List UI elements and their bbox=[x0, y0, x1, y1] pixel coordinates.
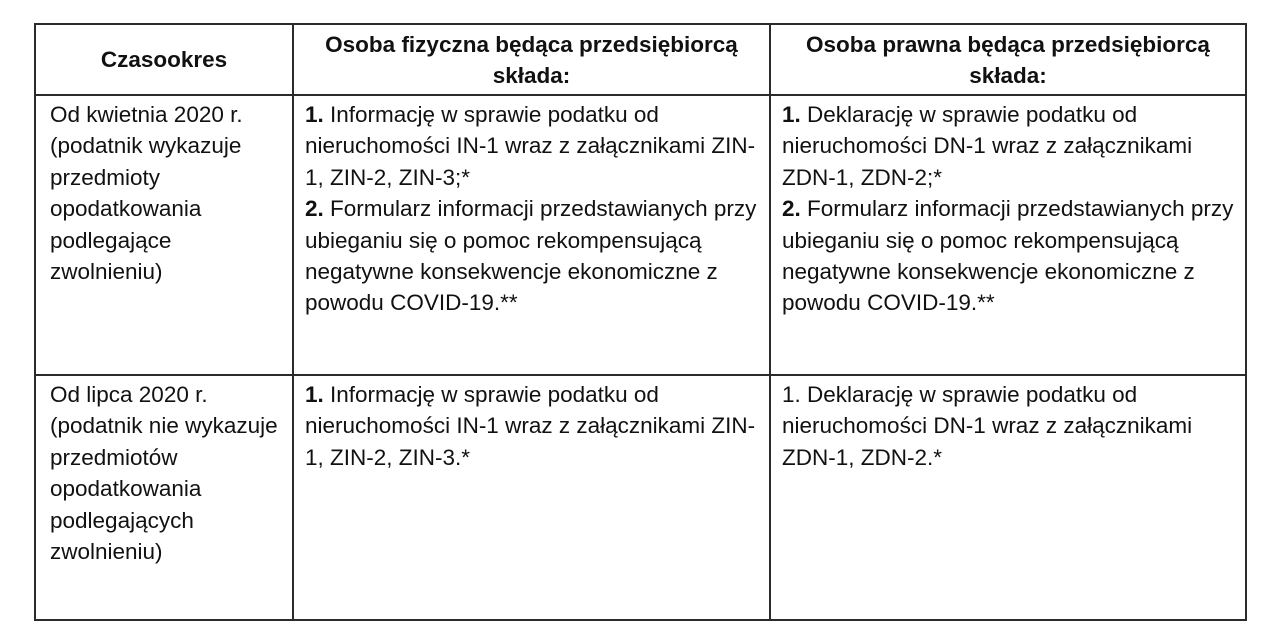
tax-forms-table bbox=[34, 23, 1247, 621]
list-item: 1. Informację w sprawie podatku od nieruchomości IN-1 wraz z załącznikami ZIN-1, ZIN-2, ZIN-3.* bbox=[305, 382, 756, 470]
header-period: Czasookres bbox=[35, 24, 293, 95]
table-row bbox=[35, 375, 1246, 620]
period-cell bbox=[35, 95, 293, 375]
list-item: 1. Deklarację w sprawie podatku od nieruchomości DN-1 wraz z załącznikami ZDN-1, ZDN-2.* bbox=[782, 382, 1193, 470]
legal-person-cell bbox=[770, 95, 1246, 375]
table-row bbox=[35, 95, 1246, 375]
period-text: Od lipca 2020 r. (podatnik nie wykazuje przedmiotów opodatkowania podlegających zwolnieniu) bbox=[50, 382, 278, 565]
header-row bbox=[35, 24, 1246, 95]
period-cell bbox=[35, 375, 293, 620]
list-item: 1. Informację w sprawie podatku od nieruchomości IN-1 wraz z załącznikami ZIN-1, ZIN-2, ZIN-3;* bbox=[305, 102, 756, 190]
header-natural-person: Osoba fizyczna będąca przedsiębiorcą składa: bbox=[293, 24, 770, 95]
period-text: Od kwietnia 2020 r. (podatnik wykazuje przedmioty opodatkowania podlegające zwolnieniu) bbox=[50, 102, 243, 285]
legal-person-cell bbox=[770, 375, 1246, 620]
list-item: 2. Formularz informacji przedstawianych przy ubieganiu się o pomoc rekompensującą negatywne konsekwencje ekonomiczne z powodu COVID-19.** bbox=[782, 196, 1234, 316]
natural-person-cell bbox=[293, 375, 770, 620]
header-legal-person: Osoba prawna będąca przedsiębiorcą składa: bbox=[770, 24, 1246, 95]
natural-person-cell bbox=[293, 95, 770, 375]
list-item: 1. Deklarację w sprawie podatku od nieruchomości DN-1 wraz z załącznikami ZDN-1, ZDN-2;* bbox=[782, 102, 1193, 190]
list-item: 2. Formularz informacji przedstawianych przy ubieganiu się o pomoc rekompensującą negatywne konsekwencje ekonomiczne z powodu COVID-19.** bbox=[305, 196, 757, 316]
